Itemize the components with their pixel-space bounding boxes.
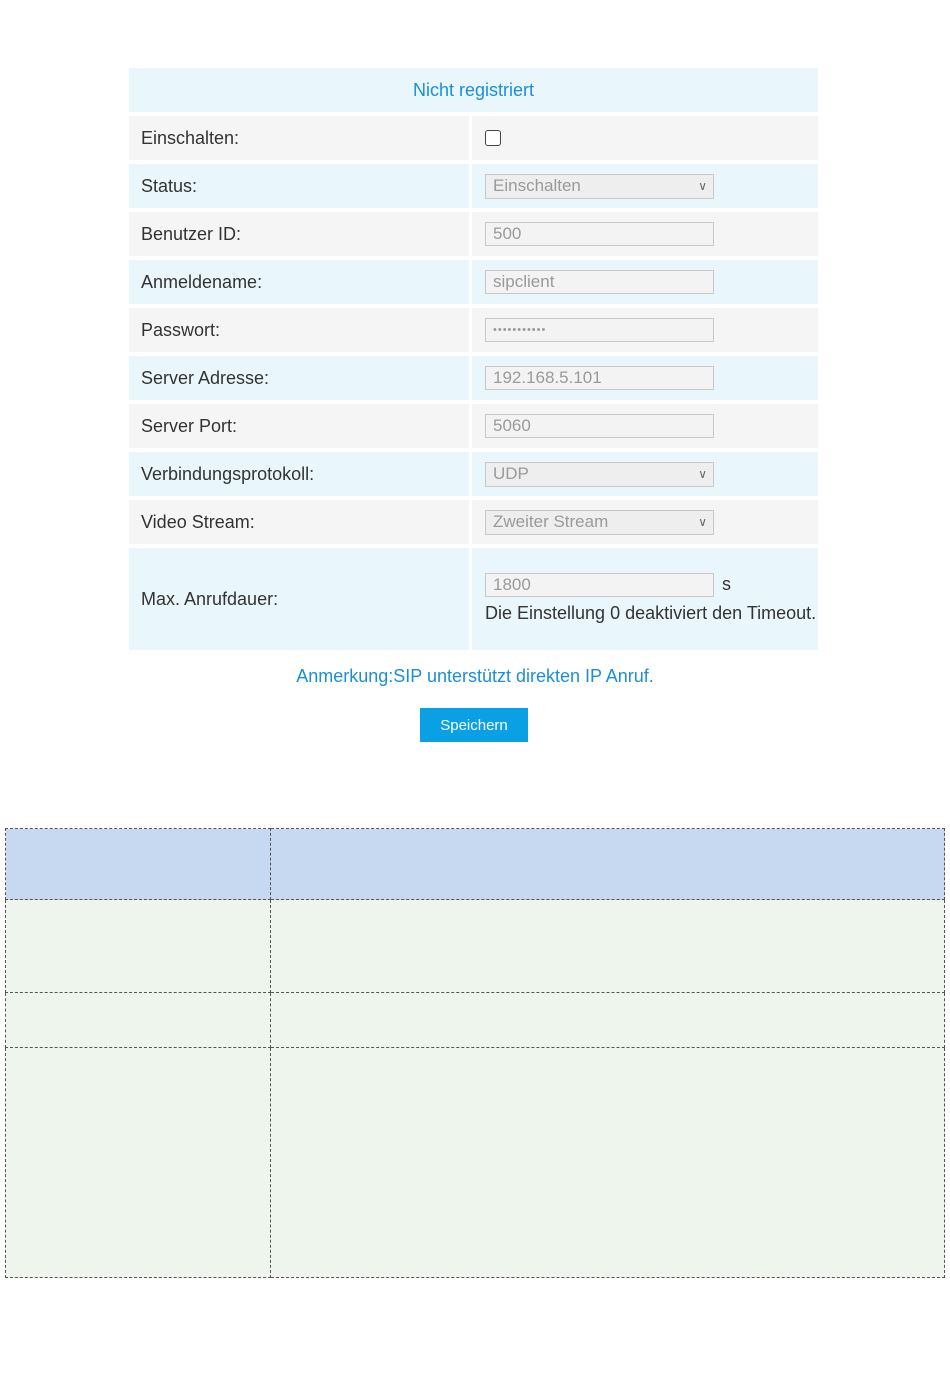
user-id-input[interactable]: 500 — [485, 222, 714, 246]
table-header-cell — [271, 829, 945, 900]
row-protocol — [129, 452, 818, 500]
max-duration-input[interactable]: 1800 — [485, 573, 714, 597]
protocol-select[interactable] — [485, 462, 714, 487]
chevron-down-icon: ∨ — [698, 179, 707, 193]
user-id-label: Benutzer ID: — [129, 212, 472, 256]
status-select[interactable] — [485, 174, 714, 199]
save-button[interactable]: Speichern — [420, 708, 528, 742]
login-name-input[interactable]: sipclient — [485, 270, 714, 294]
max-duration-label: Max. Anrufdauer: — [129, 548, 472, 650]
table-cell — [271, 993, 945, 1048]
max-duration-unit: s — [722, 574, 731, 594]
registration-status-text: Nicht registriert — [412, 79, 535, 100]
row-login-name — [129, 260, 818, 308]
row-server-address — [129, 356, 818, 404]
server-address-label: Server Adresse: — [129, 356, 472, 400]
table-row — [6, 900, 945, 993]
table-cell — [271, 900, 945, 993]
max-duration-hint: Die Einstellung 0 deaktiviert den Timeout. — [485, 602, 817, 623]
video-stream-select-value: Zweiter Stream — [493, 512, 609, 531]
table-cell — [6, 993, 271, 1048]
video-stream-select[interactable] — [485, 510, 714, 535]
server-address-input[interactable]: 192.168.5.101 — [485, 366, 714, 390]
server-port-input[interactable]: 5060 — [485, 414, 714, 438]
sip-settings-panel — [129, 68, 818, 654]
server-port-label: Server Port: — [129, 404, 472, 448]
row-enable — [129, 116, 818, 164]
table-row — [6, 993, 945, 1048]
table-row — [6, 1048, 945, 1278]
sip-note: Anmerkung:SIP unterstützt direkten IP Anruf. — [296, 666, 654, 686]
enable-checkbox[interactable] — [485, 130, 501, 146]
protocol-label: Verbindungsprotokoll: — [129, 452, 472, 496]
enable-label: Einschalten: — [129, 116, 472, 160]
table-header-cell — [6, 829, 271, 900]
table-cell — [6, 1048, 271, 1278]
password-label: Passwort: — [129, 308, 472, 352]
row-server-port — [129, 404, 818, 452]
row-password — [129, 308, 818, 356]
password-input[interactable]: ••••••••••• — [485, 318, 714, 342]
chevron-down-icon: ∨ — [698, 467, 707, 481]
row-status — [129, 164, 818, 212]
table-cell — [271, 1048, 945, 1278]
protocol-select-value: UDP — [493, 464, 529, 483]
status-select-value: Einschalten — [493, 176, 581, 195]
row-video-stream — [129, 500, 818, 548]
video-stream-label: Video Stream: — [129, 500, 472, 544]
chevron-down-icon: ∨ — [698, 515, 707, 529]
row-user-id — [129, 212, 818, 260]
status-label: Status: — [129, 164, 472, 208]
table-header-row — [6, 829, 945, 900]
row-max-duration — [129, 548, 818, 654]
login-name-label: Anmeldename: — [129, 260, 472, 304]
table-cell — [6, 900, 271, 993]
registration-status-header — [129, 68, 818, 116]
description-table — [5, 828, 945, 1278]
